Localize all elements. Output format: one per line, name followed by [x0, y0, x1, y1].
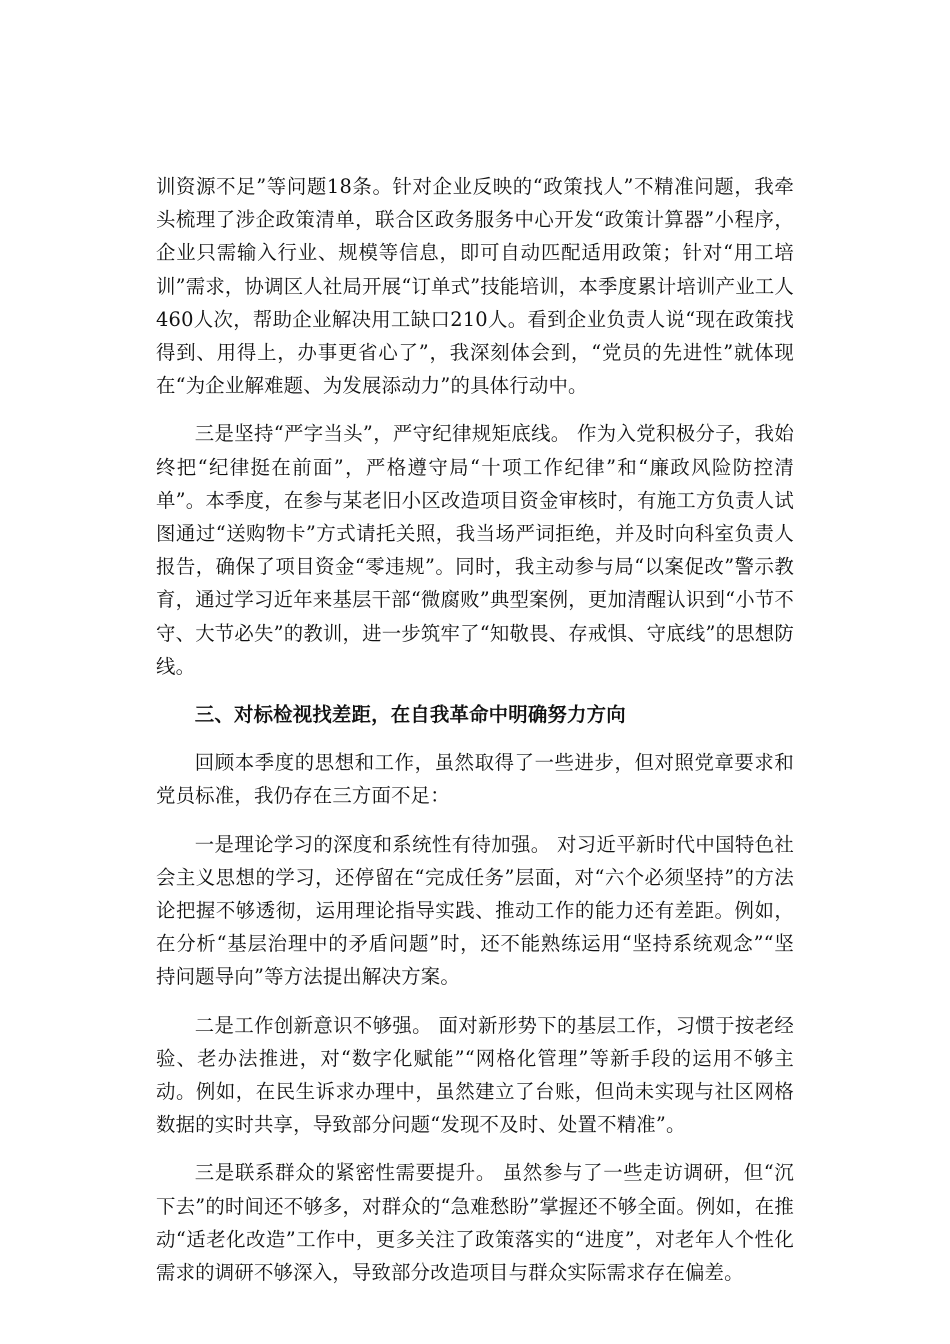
paragraph-text: 面对新形势下的基层工作，习惯于按老经验、老办法推进，对“数字化赋能”“网格化管理”等新手段的运用不够主动。例如，在民生诉求办理中，虽然建立了台账，但尚未实现与社区网格数据的实时共享，导致部分问题“发现不及时、处置不精准”。: [156, 1013, 794, 1137]
heading-text: 三、对标检视找差距，在自我革命中明确努力方向: [194, 703, 626, 727]
body-paragraph-4: [156, 828, 794, 994]
document-page: [156, 170, 794, 1304]
section-heading-3: [156, 698, 794, 731]
paragraph-text: 虽然参与了一些走访调研，但“沉下去”的时间还不够多，对群众的“急难愁盼”掌握还不够全面。例如，在推动“适老化改造”工作中，更多关注了政策落实的“进度”，对老年人个性化需求的调研不够深入，导致部分改造项目与群众实际需求存在偏差。: [156, 1161, 794, 1285]
paragraph-lead: 三是坚持“严字当头”，严守纪律规矩底线。: [194, 422, 571, 446]
paragraph-text: 回顾本季度的思想和工作，虽然取得了一些进步，但对照党章要求和党员标准，我仍存在三方面不足：: [156, 751, 794, 808]
body-paragraph-5: [156, 1009, 794, 1142]
paragraph-lead: 三是联系群众的紧密性需要提升。: [194, 1161, 496, 1185]
body-paragraph-1: [156, 170, 794, 402]
paragraph-lead: 二是工作创新意识不够强。: [194, 1013, 432, 1037]
body-paragraph-3: [156, 746, 794, 812]
body-paragraph-6: [156, 1156, 794, 1289]
body-paragraph-2: [156, 417, 794, 683]
paragraph-lead: 一是理论学习的深度和系统性有待加强。: [194, 832, 551, 856]
paragraph-text: 对习近平新时代中国特色社会主义思想的学习，还停留在“完成任务”层面，对“六个必须坚持”的方法论把握不够透彻，运用理论指导实践、推动工作的能力还有差距。例如，在分析“基层治理中的矛盾问题”时，还不能熟练运用“坚持系统观念”“坚持问题导向”等方法提出解决方案。: [156, 832, 794, 989]
paragraph-text: 训资源不足”等问题18条。针对企业反映的“政策找人”不精准问题，我牵头梳理了涉企政策清单，联合区政务服务中心开发“政策计算器”小程序，企业只需输入行业、规模等信息，即可自动匹配适用政策；针对“用工培训”需求，协调区人社局开展“订单式”技能培训，本季度累计培训产业工人460人次，帮助企业解决用工缺口210人。看到企业负责人说“现在政策找得到、用得上，办事更省心了”，我深刻体会到，“党员的先进性”就体现在“为企业解难题、为发展添动力”的具体行动中。: [156, 175, 794, 398]
paragraph-text: 作为入党积极分子，我始终把“纪律挺在前面”，严格遵守局“十项工作纪律”和“廉政风险防控清单”。本季度，在参与某老旧小区改造项目资金审核时，有施工方负责人试图通过“送购物卡”方式请托关照，我当场严词拒绝，并及时向科室负责人报告，确保了项目资金“零违规”。同时，我主动参与局“以案促改”警示教育，通过学习近年来基层干部“微腐败”典型案例，更加清醒认识到“小节不守、大节必失”的教训，进一步筑牢了“知敬畏、存戒惧、守底线”的思想防线。: [156, 422, 794, 678]
